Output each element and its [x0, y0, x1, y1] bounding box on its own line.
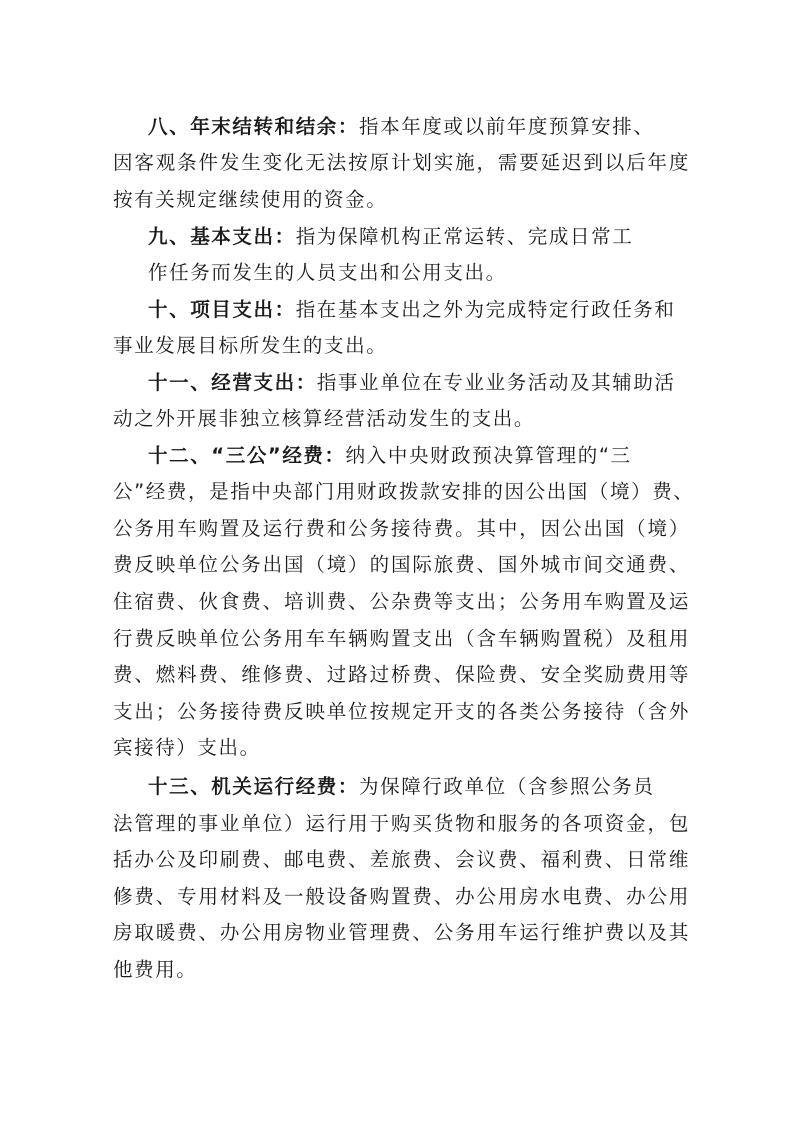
definition-text: 指本年度或以前年度预算安排、 — [359, 115, 655, 138]
paragraph-13-line: 他费用。 — [113, 958, 198, 981]
paragraph-9-line — [148, 225, 690, 249]
paragraph-11-line — [148, 371, 690, 395]
paragraph-12-line: 公”经费，是指中央部门用财政拨款安排的因公出国（境）费、 — [113, 480, 695, 503]
paragraph-13-line: 法管理的事业单位）运行用于购买货物和服务的各项资金，包 — [113, 812, 690, 835]
paragraph-8-line: 按有关规定继续使用的资金。 — [113, 188, 388, 211]
definition-text: 为保障行政单位（含参照公务员 — [359, 775, 655, 798]
paragraph-8-line — [148, 115, 690, 139]
paragraph-12-line: 支出；公务接待费反映单位按规定开支的各类公务接待（含外 — [113, 700, 690, 723]
paragraph-12-line — [148, 444, 690, 468]
paragraph-13-line: 修费、专用材料及一般设备购置费、办公用房水电费、办公用 — [113, 885, 690, 908]
definition-text: 纳入中央财政预决算管理的“三 — [345, 444, 632, 467]
term-heading: 十、项目支出： — [148, 298, 296, 321]
definition-text: 指在基本支出之外为完成特定行政任务和 — [295, 298, 676, 321]
paragraph-8-line: 因客观条件发生变化无法按原计划实施，需要延迟到以后年度 — [113, 151, 690, 174]
term-heading: 十三、机关运行经费： — [148, 775, 360, 798]
paragraph-13-line — [148, 775, 690, 799]
paragraph-13-line: 括办公及印刷费、邮电费、差旅费、会议费、福利费、日常维 — [113, 848, 690, 871]
paragraph-12-line: 费、燃料费、维修费、过路过桥费、保险费、安全奖励费用等 — [113, 663, 690, 686]
definition-text: 指为保障机构正常运转、完成日常工 — [295, 225, 634, 248]
term-heading: 九、基本支出： — [148, 225, 296, 248]
paragraph-10-line: 事业发展目标所发生的支出。 — [113, 334, 388, 357]
paragraph-11-line: 动之外开展非独立核算经营活动发生的支出。 — [113, 407, 536, 430]
paragraph-12-line: 公务用车购置及运行费和公务接待费。其中，因公出国（境） — [113, 517, 690, 540]
paragraph-12-line: 住宿费、伙食费、培训费、公杂费等支出；公务用车购置及运 — [113, 590, 690, 613]
term-heading: 八、年末结转和结余： — [148, 115, 360, 138]
paragraph-12-line: 行费反映单位公务用车车辆购置支出（含车辆购置税）及租用 — [113, 627, 690, 650]
paragraph-13-line: 房取暖费、办公用房物业管理费、公务用车运行维护费以及其 — [113, 921, 690, 944]
term-heading: 十二、“三公”经费： — [148, 444, 346, 467]
term-heading: 十一、经营支出： — [148, 371, 317, 394]
paragraph-12-line: 宾接待）支出。 — [113, 736, 261, 759]
definition-text: 指事业单位在专业业务活动及其辅助活 — [316, 371, 676, 394]
paragraph-12-line: 费反映单位公务出国（境）的国际旅费、国外城市间交通费、 — [113, 553, 690, 576]
paragraph-9-line: 作任务而发生的人员支出和公用支出。 — [148, 261, 507, 284]
paragraph-10-line — [148, 298, 690, 322]
